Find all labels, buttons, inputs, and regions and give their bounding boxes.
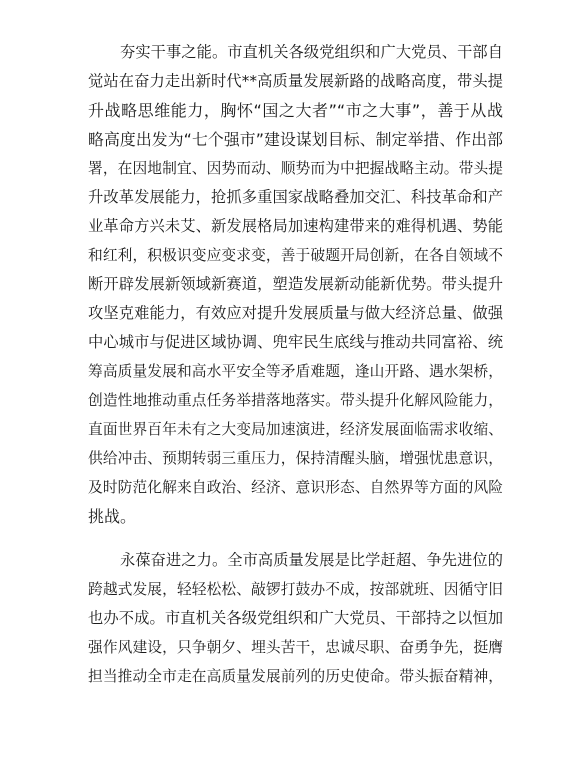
paragraph-line: 挑战。 — [88, 507, 137, 526]
paragraph-spacer — [88, 531, 503, 546]
paragraph-line: 攻坚克难能力，有效应对提升发展质量与做大经济总量、做强 — [88, 304, 503, 322]
paragraph-line: 升改革发展能力，抢抓多重国家战略叠加交汇、科技革命和产 — [88, 188, 503, 206]
paragraph-line: 直面世界百年未有之大变局加速演进，经济发展面临需求收缩、 — [88, 421, 503, 438]
paragraph-line: 断开辟发展新领域新赛道，塑造发展新动能新优势。带头提升 — [88, 275, 503, 293]
paragraph-line: 担当推动全市走在高质量发展前列的历史使命。带头振奋精神， — [88, 668, 503, 685]
paragraph-2 — [88, 546, 503, 691]
paragraph-line: 及时防范化解来自政治、经济、意识形态、自然界等方面的风险 — [88, 479, 503, 496]
document-body — [88, 38, 503, 691]
paragraph-line: 觉站在奋力走出新时代**高质量发展新路的战略高度，带头提 — [88, 72, 503, 90]
paragraph-line: 夯实干事之能。市直机关各级党组织和广大党员、干部自 — [120, 43, 503, 61]
paragraph-line: 跨越式发展，轻轻松松、敲锣打鼓办不成，按部就班、因循守旧 — [88, 581, 503, 598]
paragraph-line: 也办不成。市直机关各级党组织和广大党员、干部持之以恒加 — [88, 609, 503, 627]
paragraph-line: 业革命方兴未艾、新发展格局加速构建带来的难得机遇、势能 — [88, 217, 503, 235]
paragraph-line: 中心城市与促进区域协调、兜牢民生底线与推动共同富裕、统 — [88, 333, 503, 351]
paragraph-line: 供给冲击、预期转弱三重压力，保持清醒头脑，增强忧患意识， — [88, 450, 503, 467]
paragraph-1 — [88, 38, 503, 531]
paragraph-line: 署，在因地制宜、因势而动、顺势而为中把握战略主动。带头提 — [88, 160, 503, 177]
paragraph-line: 永葆奋进之力。全市高质量发展是比学赶超、争先进位的 — [120, 551, 503, 569]
paragraph-line: 升战略思维能力，胸怀“国之大者”“市之大事”，善于从战 — [88, 101, 503, 120]
paragraph-line: 略高度出发为“七个强市”建设谋划目标、制定举措、作出部 — [88, 130, 503, 149]
paragraph-line: 和红利，积极识变应变求变，善于破题开局创新，在各自领域不 — [88, 247, 503, 264]
paragraph-line: 筹高质量发展和高水平安全等矛盾难题，逢山开路、遇水架桥， — [88, 363, 503, 380]
paragraph-line: 强作风建设，只争朝夕、埋头苦干，忠诚尽职、奋勇争先，挺膺 — [88, 639, 503, 656]
paragraph-line: 创造性地推动重点任务举措落地落实。带头提升化解风险能力， — [88, 392, 503, 409]
